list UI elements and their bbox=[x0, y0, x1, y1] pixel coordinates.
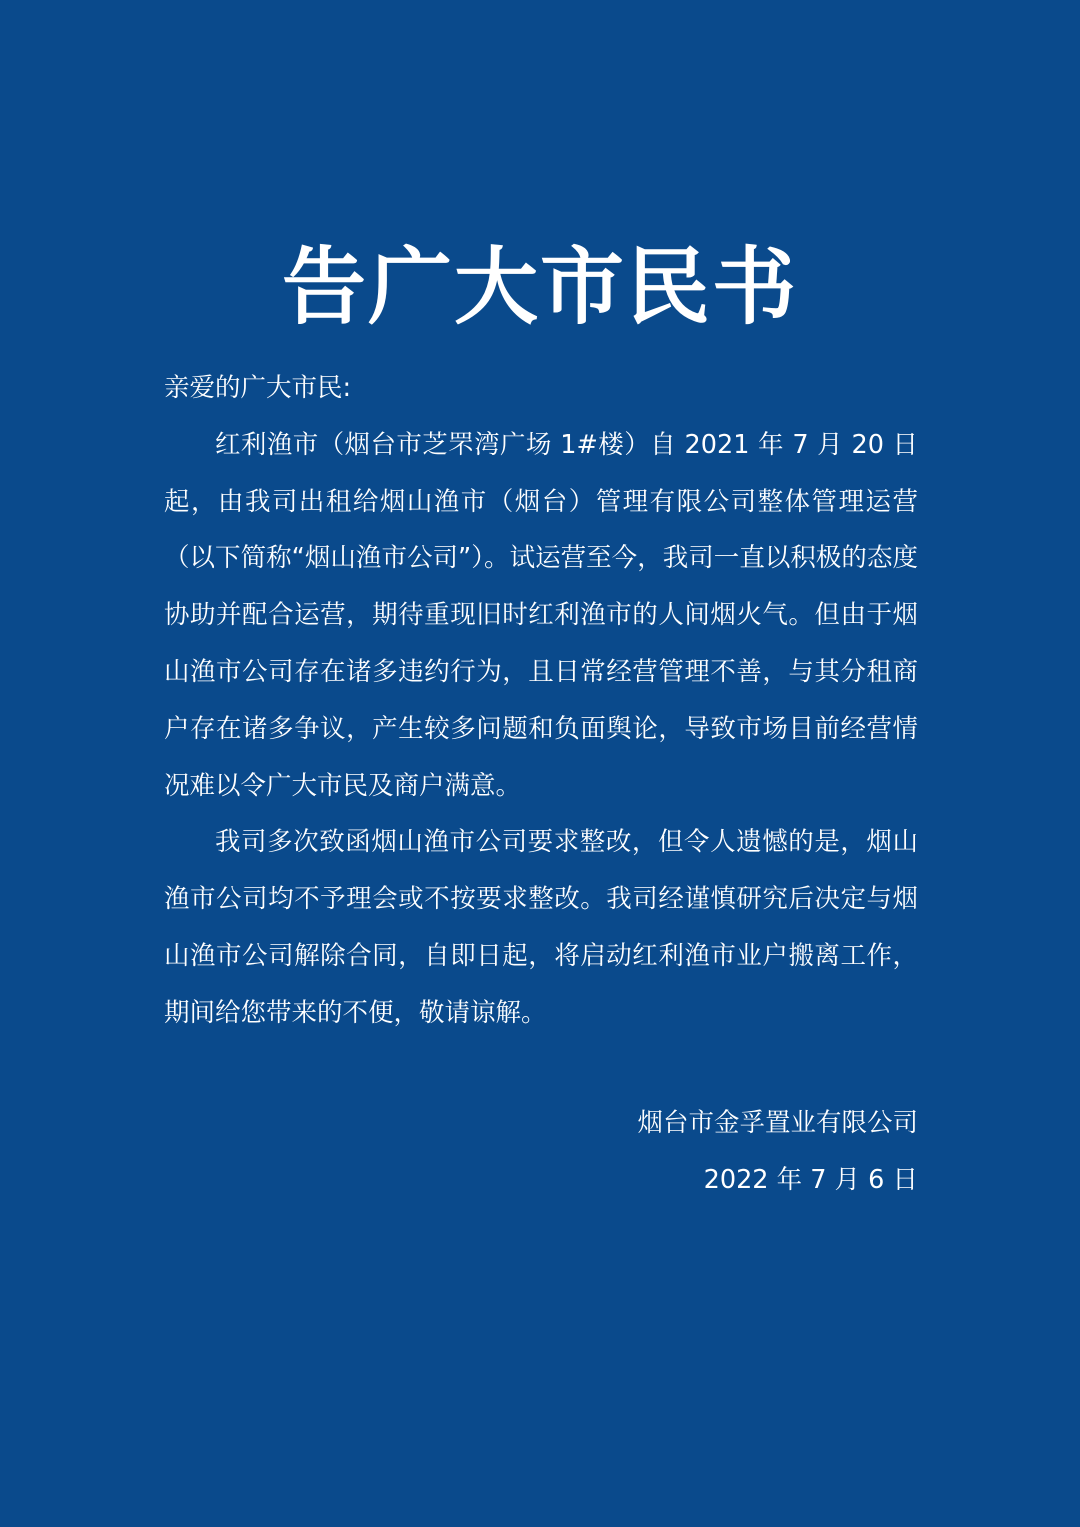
salutation: 亲爱的广大市民: bbox=[164, 373, 352, 403]
signature-company: 烟台市金孚置业有限公司 bbox=[637, 1108, 918, 1138]
paragraph-2: 我司多次致函烟山渔市公司要求整改，但令人遗憾的是，烟山渔市公司均不予理会或不按要求整改。我司经谨慎研究后决定与烟山渔市公司解除合同，自即日起，将启动红利渔市业户搬离工作，期间给您带来的不便，敬请谅解。 bbox=[164, 827, 918, 1028]
notice-body bbox=[164, 360, 918, 1042]
signature-date: 2022 年 7 月 6 日 bbox=[703, 1164, 918, 1195]
paragraph-1: 红利渔市（烟台市芝罘湾广场 1#楼）自 2021 年 7 月 20 日起，由我司出租给烟山渔市（烟台）管理有限公司整体管理运营（以下简称“烟山渔市公司”）。试运营至今，我司一直以积极的态度协助并配合运营，期待重现旧时红利渔市的人间烟火气。但由于烟山渔市公司存在诸多违约行为，且日常经营管理不善，与其分租商户存在诸多争议，产生较多问题和负面舆论，导致市场目前经营情况难以令广大市民及商户满意。 bbox=[164, 429, 918, 801]
signature-block bbox=[637, 1095, 918, 1209]
notice-title: 告广大市民书 bbox=[281, 238, 798, 336]
